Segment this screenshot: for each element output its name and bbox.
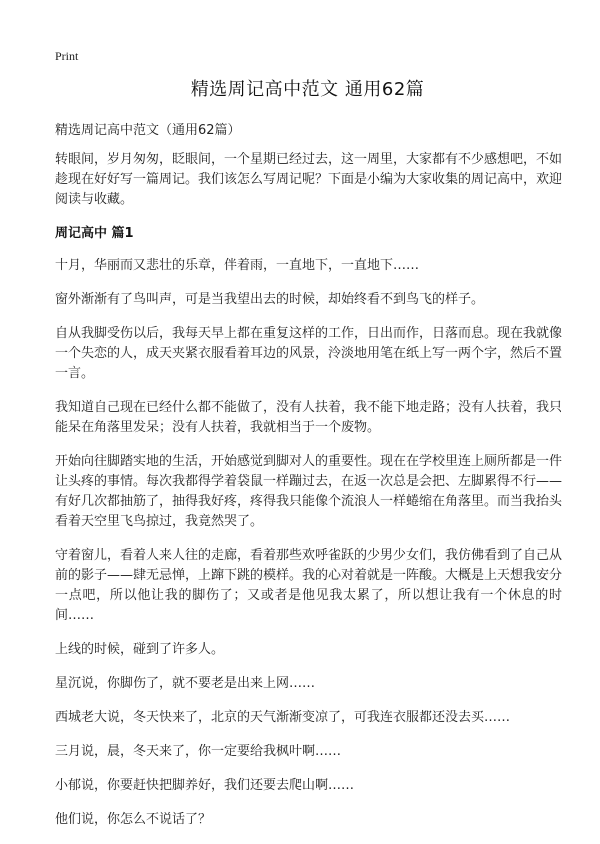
print-link[interactable]: Print [55, 49, 79, 63]
article-body [55, 121, 562, 844]
paragraph: 西城老大说，冬天快来了，北京的天气渐渐变凉了，可我连衣服都还没去买…… [55, 710, 511, 725]
paragraph: 小郁说，你要赶快把脚养好，我们还要去爬山啊…… [55, 778, 355, 793]
paragraph: 窗外渐渐有了鸟叫声，可是当我望出去的时候，却始终看不到鸟飞的样子。 [55, 292, 485, 307]
paragraph: 上线的时候，碰到了许多人。 [55, 642, 225, 657]
paragraph: 星沉说，你脚伤了，就不要老是出来上网…… [55, 676, 316, 691]
paragraph: 开始向往脚踏实地的生活，开始感觉到脚对人的重要性。现在在学校里连上厕所都是一件让头疼的事情。每次我都得学着袋鼠一样蹦过去，在返一次总是会把、左脚累得不行——有好几次都抽筋了，抽得我好疼，疼得我只能像个流浪人一样蜷缩在角落里。而当我抬头看着天空里飞鸟掠过，我竟然哭了。 [55, 454, 563, 529]
section-heading: 周记高中 篇1 [55, 226, 134, 241]
paragraph: 自从我脚受伤以后，我每天早上都在重复这样的工作，日出而作，日落而息。现在我就像一个失恋的人，成天夹紧衣服看着耳边的风景，泠淡地用笔在纸上写一两个字，然后不置一言。 [55, 326, 563, 381]
document-subtitle: 精选周记高中范文（通用62篇） [55, 123, 241, 138]
paragraph: 他们说，你怎么不说话了？ [55, 812, 212, 827]
intro-paragraph: 转眼间，岁月匆匆，眨眼间，一个星期已经过去，这一周里，大家都有不少感想吧，不如趁现在好好写一篇周记。我们该怎么写周记呢？下面是小编为大家收集的周记高中，欢迎阅读与收藏。 [55, 152, 563, 207]
paragraph: 我知道自己现在已经什么都不能做了，没有人扶着，我不能下地走路；没有人扶着，我只能呆在角落里发呆；没有人扶着，我就相当于一个废物。 [55, 400, 563, 435]
paragraph: 三月说，晨，冬天来了，你一定要给我枫叶啊…… [55, 744, 342, 759]
page-title: 精选周记高中范文 通用62篇 [190, 79, 425, 100]
paragraph: 十月，华丽而又悲壮的乐章，伴着雨，一直地下，一直地下…… [55, 258, 420, 273]
paragraph: 守着窗儿，看着人来人往的走廊，看着那些欢呼雀跃的少男少女们，我仿佛看到了自己从前的影子——肆无忌惮，上蹿下跳的模样。我的心对着就是一阵酸。大概是上天想我安分一点吧，所以他让我的脚伤了；又或者是他见我太累了，所以想让我有一个休息的时间…… [55, 548, 563, 623]
